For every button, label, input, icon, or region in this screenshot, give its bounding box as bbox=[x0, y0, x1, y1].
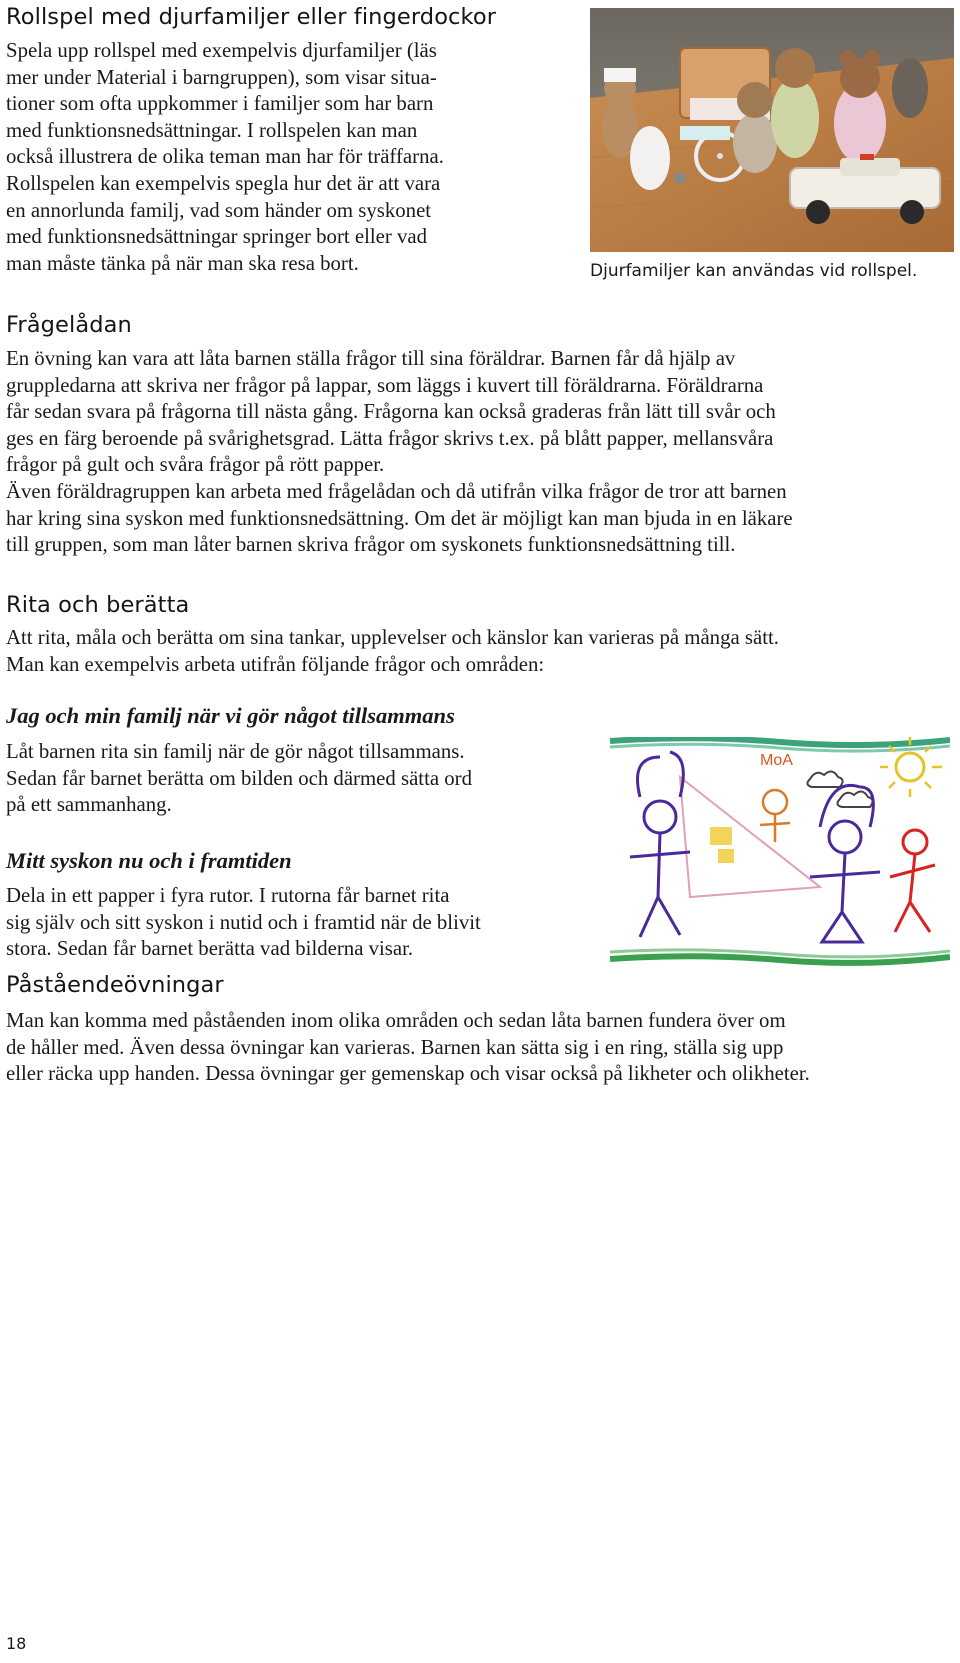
text-line: på ett sammanhang. bbox=[6, 793, 172, 817]
paragraph-statements bbox=[6, 1008, 810, 1088]
text-line: Rollspelen kan exempelvis spegla hur det är att vara bbox=[6, 171, 441, 195]
text-line: Även föräldragruppen kan arbeta med frågelådan och då utifrån vilka frågor de tror att barnen bbox=[6, 479, 787, 503]
heading-roleplay: Rollspel med djurfamiljer eller fingerdockor bbox=[6, 4, 497, 30]
child-drawing bbox=[610, 737, 950, 966]
page-number: 18 bbox=[6, 1634, 27, 1653]
paragraph-family-together bbox=[6, 739, 472, 819]
heading-question-box: Frågelådan bbox=[6, 312, 132, 338]
drawing-label: MoA bbox=[760, 752, 793, 769]
photo-caption: Djurfamiljer kan användas vid rollspel. bbox=[590, 261, 918, 281]
animal-family-photo bbox=[590, 8, 954, 252]
text-line: Man kan komma med påståenden inom olika områden och sedan låta barnen fundera över om bbox=[6, 1009, 786, 1032]
text-line: sig själv och sitt syskon i nutid och i framtid när de blivit bbox=[6, 910, 481, 934]
text-line: Man kan exempelvis arbeta utifrån följande frågor och områden: bbox=[6, 652, 545, 676]
heading-family-together: Jag och min familj när vi gör något tillsammans bbox=[6, 703, 455, 728]
paragraph-question-box bbox=[6, 346, 793, 559]
text-line: Sedan får barnet berätta om bilden och därmed sätta ord bbox=[6, 766, 473, 790]
text-line: till gruppen, som man låter barnen skriva frågor om syskonets funktionsnedsättning till. bbox=[6, 533, 736, 557]
text-line: med funktionsnedsättningar. I rollspelen kan man bbox=[6, 118, 418, 142]
heading-draw-tell: Rita och berätta bbox=[6, 592, 190, 618]
text-line: En övning kan vara att låta barnen ställa frågor till sina föräldrar. Barnen får då hjälp av bbox=[6, 347, 736, 370]
paragraph-roleplay bbox=[6, 38, 444, 277]
text-line: gruppledarna att skriva ner frågor på lappar, som läggs i kuvert till föräldrarna. Föräldrarna bbox=[6, 373, 764, 397]
text-line: tioner som ofta uppkommer i familjer som har barn bbox=[6, 92, 434, 116]
text-line: man måste tänka på när man ska resa bort. bbox=[6, 251, 359, 275]
text-line: ges en färg beroende på svårighetsgrad. Lätta frågor skrivs t.ex. på blått papper, mellansvåra bbox=[6, 426, 774, 450]
text-line: också illustrera de olika teman man har för träffarna. bbox=[6, 145, 444, 169]
text-line: mer under Material i barngruppen), som visar situa- bbox=[6, 65, 437, 89]
text-line: får sedan svara på frågorna till nästa gång. Frågorna kan också graderas från lätt till svår och bbox=[6, 400, 776, 424]
text-line: en annorlunda familj, vad som händer om syskonet bbox=[6, 198, 432, 222]
text-line: eller räcka upp handen. Dessa övningar ger gemenskap och visar också på likheter och olikheter. bbox=[6, 1062, 810, 1086]
text-line: frågor på gult och svåra frågor på rött papper. bbox=[6, 453, 385, 477]
text-line: Att rita, måla och berätta om sina tankar, upplevelser och känslor kan varieras på många sätt. bbox=[6, 626, 779, 649]
text-line: Spela upp rollspel med exempelvis djurfamiljer (läs bbox=[6, 39, 437, 62]
text-line: de håller med. Även dessa övningar kan varieras. Barnen kan sätta sig i en ring, ställa sig upp bbox=[6, 1035, 784, 1059]
heading-statements: Påståendeövningar bbox=[6, 972, 224, 998]
text-line: Låt barnen rita sin familj när de gör något tillsammans. bbox=[6, 740, 465, 763]
text-line: med funktionsnedsättningar springer bort eller vad bbox=[6, 225, 428, 249]
text-line: Dela in ett papper i fyra rutor. I rutorna får barnet rita bbox=[6, 884, 450, 907]
paragraph-sibling-future bbox=[6, 883, 481, 963]
text-line: stora. Sedan får barnet berätta vad bilderna visar. bbox=[6, 937, 414, 961]
text-line: har kring sina syskon med funktionsnedsättning. Om det är möjligt kan man bjuda in en läkare bbox=[6, 506, 793, 530]
heading-sibling-future: Mitt syskon nu och i framtiden bbox=[6, 848, 292, 873]
paragraph-draw-tell bbox=[6, 625, 779, 678]
